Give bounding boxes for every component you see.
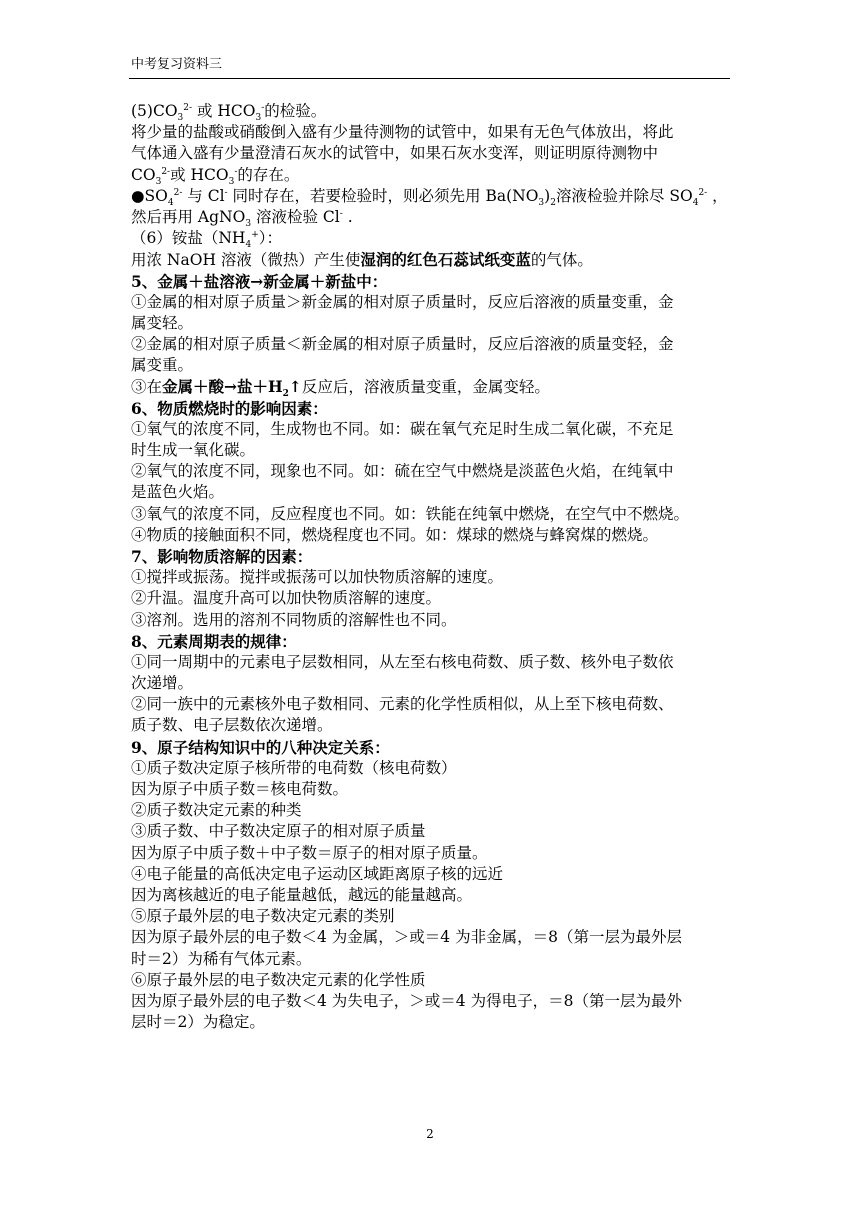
header-rule [129,78,730,79]
section-8-heading: 8、元素周期表的规律： [131,631,297,651]
sec9-line-6: ④电子能量的高低决定电子运动区域距离原子核的远近 [131,864,504,883]
s5-line-3: 气体通入盛有少量澄清石灰水的试管中，如果石灰水变浑，则证明原待测物中 [131,144,659,163]
sec9-line-2: 因为原子中质子数＝核电荷数。 [131,780,349,798]
sec5-line-4: 属变重。 [131,356,194,375]
sec7-line-2: ②升温。温度升高可以加快物质溶解的速度。 [131,589,442,608]
sec9-line-1: ①质子数决定原子核所带的电荷数（核电荷数） [131,758,457,777]
sec9-line-4: ③质子数、中子数决定原子的相对原子质量 [131,822,426,841]
sec6-line-2: 时生成一氧化碳。 [131,441,256,459]
page-header: 中考复习资料三 [131,57,223,72]
sec9-line-13: 层时＝2）为稳定。 [131,1013,265,1032]
s5-line-6: 然后再用 AgNO$_3$ 溶液检验 Cl- . [131,207,353,230]
sec8-line-1: ①同一周期中的元素电子层数相同，从左至右核电荷数、质子数、核外电子数依 [131,652,674,671]
sec5-line-2: 属变轻。 [131,313,194,332]
sec7-line-3: ③溶剂。选用的溶剂不同物质的溶解性也不同。 [131,610,457,629]
sec9-line-3: ②质子数决定元素的种类 [131,801,302,820]
sec6-line-6: ④物质的接触面积不同，燃烧程度也不同。如：煤球的燃烧与蜂窝煤的燃烧。 [131,525,659,544]
sec8-line-3: ②同一族中的元素核外电子数相同、元素的化学性质相似，从上至下核电荷数、 [131,695,674,714]
sec9-line-8: ⑤原子最外层的电子数决定元素的类别 [131,907,395,926]
sec9-line-7: 因为离核越近的电子能量越低，越远的能量越高。 [131,885,473,904]
s6-line-1: （6）铵盐$(NH_4^+)$： [131,229,282,251]
sec6-line-3: ②氧气的浓度不同，现象也不同。如：硫在空气中燃烧是淡蓝色火焰，在纯氧中 [131,462,674,481]
sec6-line-1: ①氧气的浓度不同，生成物也不同。如：碳在氧气充足时生成二氧化碳，不充足 [131,419,674,438]
s5-line-5: $●SO_4^{2-}$ 与 Cl- 同时存在，若要检验时，则必须先用 $Ba(NO_3)_2$溶液检验并除尽 $SO_4^{2-}$ ， [131,186,728,208]
page-number: 2 [426,1127,434,1141]
sec6-line-4: 是蓝色火焰。 [131,483,225,502]
s5-line-4: $CO_3^{2-}$或 $HCO_3^-$的存在。 [131,165,300,187]
sec9-line-5: 因为原子中质子数＋中子数＝原子的相对原子质量。 [131,843,488,862]
section-5-heading: 5、金属＋盐溶液→新金属＋新盐中： [131,271,388,291]
sec8-line-2: 次递增。 [131,674,194,693]
sec5-line-3: ②金属的相对原子质量＜新金属的相对原子质量时，反应后溶液的质量变轻，金 [131,335,674,354]
s6-line-2: 用浓 NaOH 溶液（微热）产生使湿润的红色石蕊试纸变蓝的气体。 [131,250,593,270]
sec7-line-1: ①搅拌或振荡。搅拌或振荡可以加快物质溶解的速度。 [131,568,504,587]
sec9-line-12: 因为原子最外层的电子数＜4 为失电子，＞或＝4 为得电子，＝8（第一层为最外 [131,991,682,1010]
s5-line-2: 将少量的盐酸或硝酸倒入盛有少量待测物的试管中，如果有无色气体放出，将此 [131,123,674,142]
sec9-line-11: ⑥原子最外层的电子数决定元素的化学性质 [131,970,426,989]
section-6-heading: 6、物质燃烧时的影响因素： [131,398,328,418]
document-body [131,101,731,1033]
sec8-line-4: 质子数、电子层数依次递增。 [131,716,333,735]
sec5-line-1: ①金属的相对原子质量＞新金属的相对原子质量时，反应后溶液的质量变重，金 [131,292,674,311]
sec9-line-10: 时＝2）为稀有气体元素。 [131,949,312,968]
section-7-heading: 7、影响物质溶解的因素： [131,546,313,566]
section-9-heading: 9、原子结构知识中的八种决定关系： [131,737,390,757]
sec9-line-9: 因为原子最外层的电子数＜4 为金属，＞或＝4 为非金属，＝8（第一层为最外层 [131,928,682,947]
sec6-line-5: ③氧气的浓度不同，反应程度也不同。如：铁能在纯氧中燃烧，在空气中不燃烧。 [131,504,690,523]
s5-line-1: $(5)CO_3^{2-}$ 或 $HCO_3^-$的检验。 [131,102,327,124]
sec5-line-5: ③在金属＋酸→盐$+H_2↑$反应后，溶液质量变重，金属变轻。 [131,377,550,400]
